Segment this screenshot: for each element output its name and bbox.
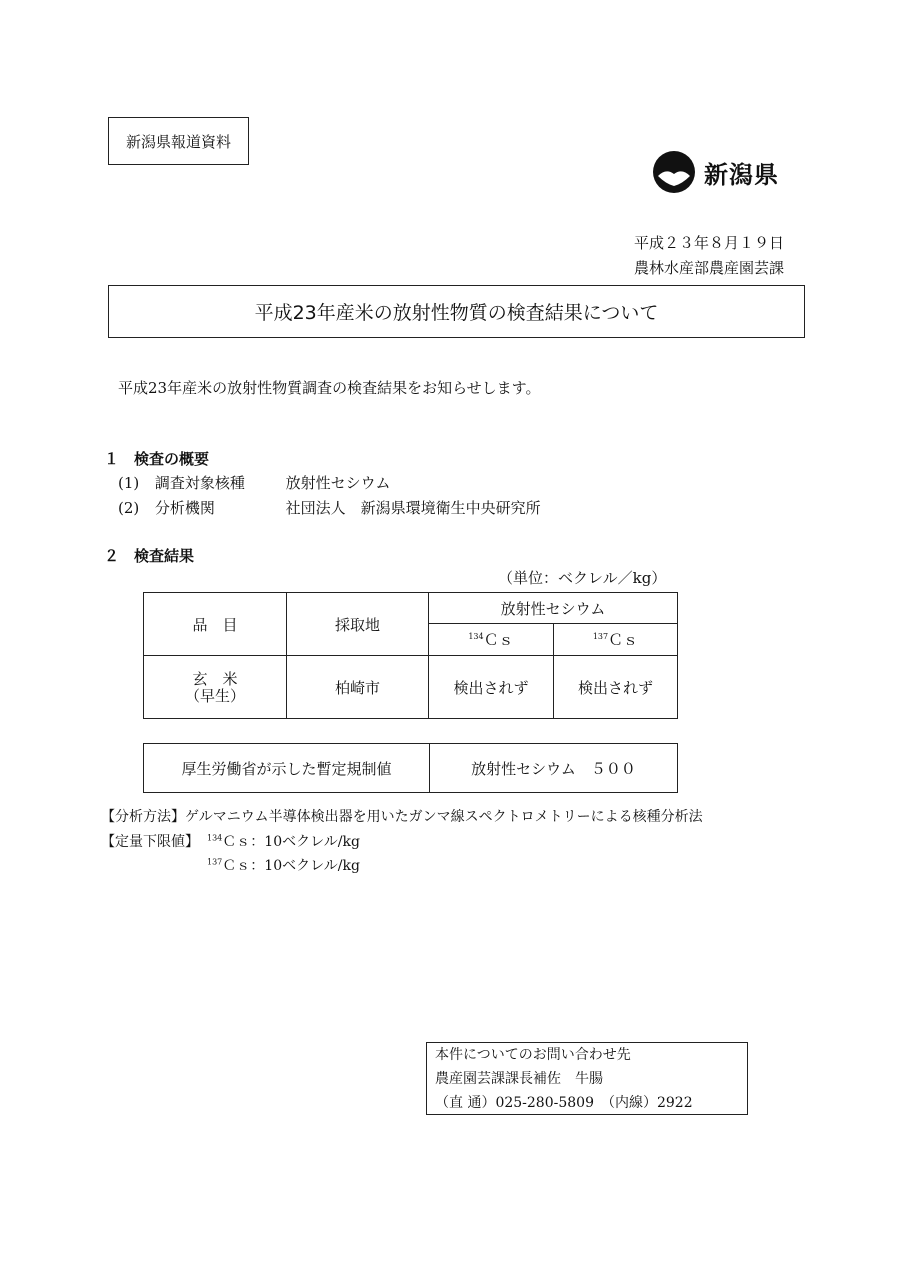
limit-note: $^{137}$Ｃｓ：10ベクレル/kg — [207, 857, 360, 874]
limit-label: 厚生労働省が示した暫定規制値 — [144, 744, 430, 793]
limit-value: 放射性セシウム ５００ — [430, 744, 678, 793]
cell-cs134: 検出されず — [429, 656, 554, 719]
cell-item: 玄 米 （早生） — [144, 656, 287, 719]
header-cs137: $^{137}$Ｃｓ — [554, 624, 678, 656]
contact-heading: 本件についてのお問い合わせ先 — [435, 1047, 631, 1063]
section2-heading: ２ 検査結果 — [104, 547, 195, 565]
cell-cs137: 検出されず — [554, 656, 678, 719]
contact-box — [426, 1042, 748, 1115]
table-row — [144, 656, 678, 719]
logo-text: 新潟県 — [704, 160, 779, 189]
header-place: 採取地 — [287, 593, 429, 656]
section1-item: (2) 分析機関 社団法人 新潟県環境衛生中央研究所 — [118, 499, 541, 517]
contact-person: 農産園芸課課長補佐 牛腸 — [435, 1071, 603, 1087]
result-table — [143, 592, 678, 719]
cell-place: 柏崎市 — [287, 656, 429, 719]
niigata-emblem-icon — [652, 150, 696, 194]
limit-table — [143, 743, 678, 793]
header-cesium: 放射性セシウム — [429, 593, 678, 624]
unit-label: （単位：ベクレル／kg） — [498, 569, 667, 587]
contact-phone: （直 通）025-280-5809 （内線）2922 — [435, 1095, 693, 1111]
header-item: 品 目 — [144, 593, 287, 656]
header-cs134: $^{134}$Ｃｓ — [429, 624, 554, 656]
page-title: 平成23年産米の放射性物質の検査結果について — [108, 285, 805, 338]
issue-date: 平成２３年８月１９日 — [633, 234, 784, 252]
section1-heading: １ 検査の概要 — [104, 450, 210, 468]
section1-item: (1) 調査対象核種 放射性セシウム — [118, 474, 391, 492]
press-release-label: 新潟県報道資料 — [108, 117, 249, 165]
issuing-department: 農林水産部農産園芸課 — [633, 259, 784, 277]
method-note: 【分析方法】ゲルマニウム半導体検出器を用いたガンマ線スペクトロメトリーによる核種分析法 — [101, 809, 703, 825]
limit-note: 【定量下限値】 $^{134}$Ｃｓ：10ベクレル/kg — [101, 833, 360, 850]
intro-text: 平成23年産米の放射性物質調査の検査結果をお知らせします。 — [118, 379, 541, 397]
prefecture-logo — [652, 150, 779, 194]
issue-info — [634, 231, 784, 281]
